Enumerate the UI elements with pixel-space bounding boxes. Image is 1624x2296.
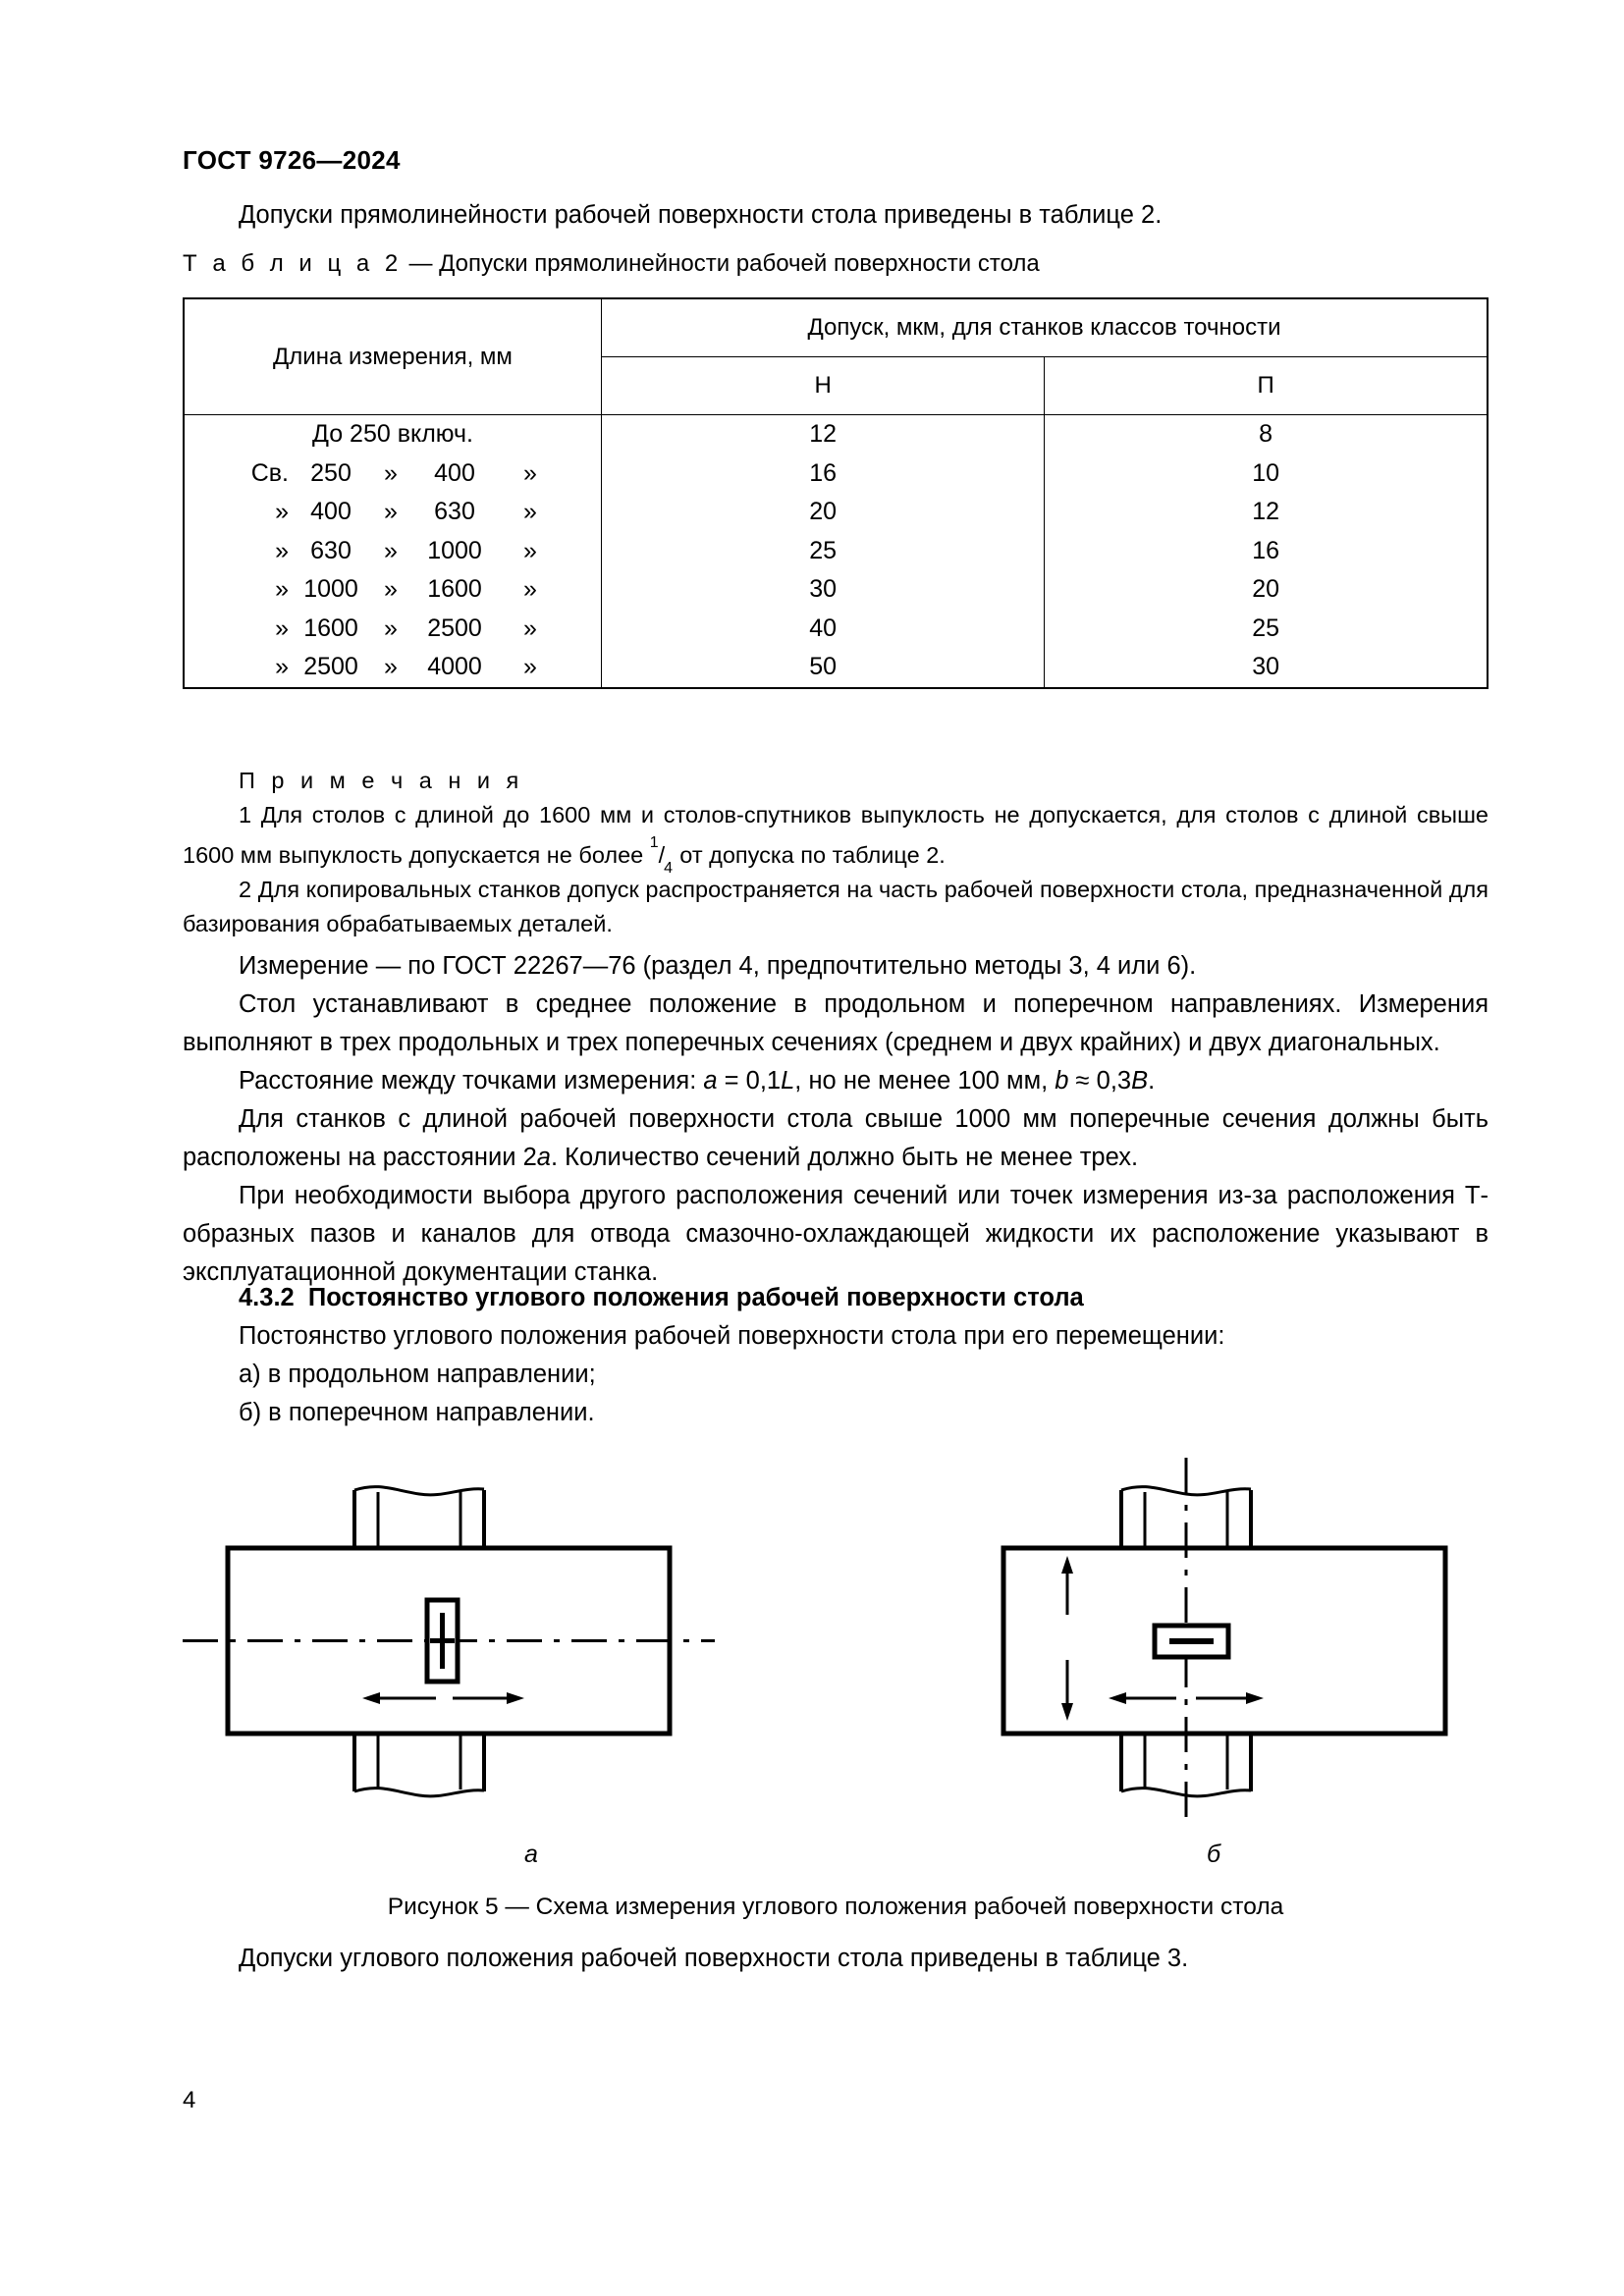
diagram-a-top-rail: [354, 1487, 484, 1548]
cell-tolerance-p: 12: [1045, 493, 1488, 532]
table-row: [184, 532, 1488, 571]
range-to: 4000: [427, 653, 482, 681]
range-prefix: Св.: [250, 458, 289, 487]
diagram-b-transverse-arrows: [1061, 1556, 1073, 1721]
range-from: 250: [310, 458, 352, 487]
note-2: [183, 873, 1489, 941]
var-a: a: [703, 1067, 718, 1095]
cell-length-range: [184, 454, 602, 494]
var-B: B: [1131, 1067, 1149, 1095]
fraction-denominator: 4: [664, 859, 674, 877]
range-prefix: »: [275, 575, 289, 604]
section-heading: [183, 1279, 1489, 1317]
figure-5-caption: Рисунок 5 — Схема измерения углового положения рабочей поверхности стола: [387, 1894, 1284, 1920]
cell-tolerance-p: 10: [1045, 454, 1488, 494]
cell-tolerance-p: 8: [1045, 415, 1488, 454]
range-parts: [185, 575, 601, 604]
diagram-a-gauge: [427, 1600, 458, 1682]
cell-tolerance-p: 30: [1045, 648, 1488, 688]
range-suffix: »: [523, 653, 537, 681]
note-2-text: Для копировальных станков допуск распространяется на часть рабочей поверхности стола, предназначенной для базирования обрабатываемых деталей.: [183, 876, 1489, 936]
note-1: [183, 798, 1489, 877]
paragraph-t-slots: При необходимости выбора другого расположения сечений или точек измерения из-за расположения Т-образных пазов и каналов для отвода смазочно-охлаждающей жидкости их расположение указывают в эксплуатационной документации станка.: [183, 1182, 1489, 1286]
range-sep: »: [384, 536, 398, 564]
range-to: 400: [434, 458, 475, 487]
header-tolerance-group: Допуск, мкм, для станков классов точности: [602, 298, 1489, 357]
var-a-2: a: [536, 1144, 551, 1171]
cell-tolerance-n: 30: [602, 570, 1045, 610]
sections-lead: Для станков с длиной рабочей поверхности стола свыше 1000 мм поперечные сечения должны быть расположены на расстоянии 2: [183, 1105, 1489, 1171]
range-sep: »: [384, 458, 398, 487]
range-to: 2500: [427, 614, 482, 642]
cell-tolerance-p: 16: [1045, 532, 1488, 571]
range-sep: »: [384, 653, 398, 681]
range-sep: »: [384, 498, 398, 526]
cell-tolerance-n: 16: [602, 454, 1045, 494]
range-to: 630: [434, 498, 475, 526]
distance-mid-2: , но не менее 100 мм,: [794, 1067, 1056, 1095]
figure-5-sublabels: [183, 1841, 1489, 1880]
cell-length-range: [184, 648, 602, 688]
table-row: [184, 648, 1488, 688]
cell-length-range: [184, 570, 602, 610]
distance-lead: Расстояние между точками измерения:: [239, 1067, 704, 1095]
var-L: L: [781, 1067, 795, 1095]
figure-5: [183, 1433, 1489, 1921]
fraction-numerator: 1: [649, 833, 659, 851]
table-body: [184, 415, 1488, 688]
table-head: [184, 298, 1488, 415]
cell-length-range: [184, 493, 602, 532]
section-number: 4.3.2: [239, 1284, 295, 1311]
note-1-number: 1: [239, 802, 252, 828]
cell-length-range: [184, 610, 602, 649]
section-lead: Постоянство углового положения рабочей поверхности стола при его перемещении:: [239, 1322, 1225, 1350]
notes-title: П р и м е ч а н и я: [239, 768, 524, 793]
fraction-one-quarter: $^1/_4$: [649, 833, 674, 877]
cell-tolerance-n: 50: [602, 648, 1045, 688]
range-from: 630: [310, 536, 352, 564]
section-title: Постоянство углового положения рабочей поверхности стола: [307, 1284, 1084, 1311]
paragraph-cross-sections: [183, 1100, 1489, 1177]
table2-caption-rest: — Допуски прямолинейности рабочей поверхности стола: [402, 250, 1040, 277]
body-text-block: [183, 947, 1489, 1292]
list-item-b: б) в поперечном направлении.: [239, 1399, 595, 1426]
table-straightness-tolerances: [183, 297, 1489, 689]
diagram-a: [183, 1487, 715, 1796]
diagram-b-gauge: [1155, 1626, 1228, 1657]
table-row: [184, 415, 1488, 454]
note-1-text-part2: от допуска по таблице 2.: [673, 841, 946, 868]
range-from: 1000: [303, 575, 358, 604]
range-from: 1600: [303, 614, 358, 642]
range-sep: »: [384, 575, 398, 604]
range-to: 1000: [427, 536, 482, 564]
running-header: ГОСТ 9726—2024: [183, 145, 401, 175]
range-parts: [185, 459, 601, 488]
range-parts: [185, 653, 601, 681]
cell-tolerance-p: 20: [1045, 570, 1488, 610]
diagram-a-bottom-rail: [354, 1734, 484, 1796]
range-sep: »: [384, 614, 398, 642]
range-text: До 250 включ.: [312, 420, 473, 449]
distance-end: .: [1148, 1067, 1156, 1095]
intro-paragraph: Допуски прямолинейности рабочей поверхности стола приведены в таблице 2.: [239, 201, 1163, 229]
range-suffix: »: [523, 498, 537, 526]
table-row: [184, 454, 1488, 494]
range-prefix: »: [275, 498, 289, 526]
cell-length-range: [184, 415, 602, 454]
figure-5-label-a: а: [524, 1841, 538, 1868]
paragraph-point-distance: [183, 1062, 1489, 1100]
range-prefix: »: [275, 536, 289, 564]
figure-5-label-b: б: [1207, 1841, 1221, 1868]
table-row: [184, 610, 1488, 649]
header-class-n: Н: [602, 357, 1045, 415]
var-b: b: [1055, 1067, 1069, 1095]
cell-tolerance-n: 25: [602, 532, 1045, 571]
range-prefix: »: [275, 614, 289, 642]
range-suffix: »: [523, 614, 537, 642]
table-row: [184, 493, 1488, 532]
range-parts: [185, 614, 601, 643]
range-prefix: »: [275, 653, 289, 681]
diagram-a-longitudinal-arrows: [362, 1692, 524, 1704]
closing-paragraph: Допуски углового положения рабочей поверхности стола приведены в таблице 3.: [239, 1945, 1189, 1972]
table2-caption-lead: Т а б л и ц а 2: [183, 250, 403, 277]
notes-block: [183, 764, 1489, 941]
table2-caption: [183, 247, 1489, 281]
cell-tolerance-p: 25: [1045, 610, 1488, 649]
cell-tolerance-n: 12: [602, 415, 1045, 454]
list-item-a: а) в продольном направлении;: [239, 1361, 596, 1388]
header-class-p: П: [1045, 357, 1488, 415]
paragraph-table-setup: Стол устанавливают в среднее положение в продольном и поперечном направлениях. Измерения выполняют в трех продольных и трех поперечных сечениях (среднем и двух крайних) и двух диагональных.: [183, 990, 1489, 1056]
range-parts: [185, 498, 601, 526]
page-number: 4: [183, 2087, 196, 2113]
figure-5-svg: [183, 1433, 1489, 1841]
diagram-b: [1003, 1458, 1445, 1824]
paragraph-measurement-method: Измерение — по ГОСТ 22267—76 (раздел 4, предпочтительно методы 3, 4 или 6).: [239, 952, 1197, 980]
range-from: 400: [310, 498, 352, 526]
sections-end: . Количество сечений должно быть не менее трех.: [550, 1144, 1139, 1171]
section-4-3-2: [183, 1279, 1489, 1432]
figure-5-drawings: [183, 1433, 1489, 1841]
table-head-row-1: [184, 298, 1488, 357]
range-suffix: »: [523, 536, 537, 564]
distance-mid-1: = 0,1: [717, 1067, 782, 1095]
distance-mid-3: ≈ 0,3: [1068, 1067, 1132, 1095]
cell-tolerance-n: 40: [602, 610, 1045, 649]
cell-tolerance-n: 20: [602, 493, 1045, 532]
range-to: 1600: [427, 575, 482, 604]
cell-length-range: [184, 532, 602, 571]
note-2-number: 2: [239, 876, 252, 902]
range-suffix: »: [523, 458, 537, 487]
header-length-of-measurement: Длина измерения, мм: [184, 298, 602, 415]
table-row: [184, 570, 1488, 610]
range-from: 2500: [303, 653, 358, 681]
range-suffix: »: [523, 575, 537, 604]
range-parts: [185, 537, 601, 565]
note-1-text-part1: Для столов с длиной до 1600 мм и столов-спутников выпуклость не допускается, для столов с длиной свыше 1600 мм выпуклость допускается не более: [183, 802, 1489, 868]
